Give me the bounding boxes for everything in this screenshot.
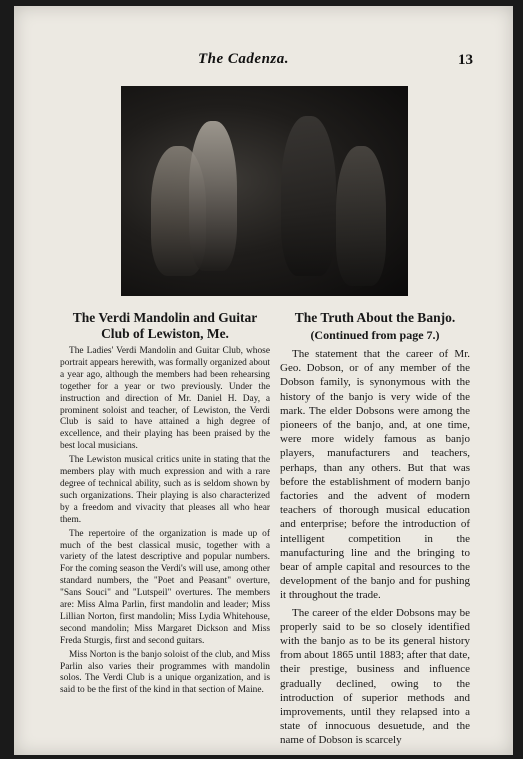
photo-figure xyxy=(336,146,386,286)
paragraph: The career of the elder Dobsons may be properly said to be so closely identified with the banjo as to be its general history from about 1865 until 1883; after that date, their prestige, business and influence gradually declined, owing to the introduction of superior methods and improvements, until they relapsed into a state of innocuous desuetude, and the name of Dobson is scarcely xyxy=(280,606,471,747)
paragraph: Miss Norton is the banjo soloist of the club, and Miss Parlin also varies their programmes with mandolin solos. The Verdi Club is a unique organization, and is said to be the first of the kind in that section of Maine. xyxy=(60,649,270,696)
right-article xyxy=(280,310,470,751)
right-article-subtitle: (Continued from page 7.) xyxy=(310,328,440,342)
right-article-body xyxy=(280,347,470,748)
club-photograph xyxy=(121,86,408,296)
page-number: 13 xyxy=(458,52,473,68)
left-article-body xyxy=(60,346,270,697)
photo-figure xyxy=(189,121,237,271)
running-header-title: The Cadenza. xyxy=(198,51,290,67)
left-article-title: The Verdi Mandolin and Guitar Club of Lewiston, Me. xyxy=(72,310,258,341)
paragraph: The statement that the career of Mr. Geo. Dobson, or of any member of the Dobson family, is synonymous with the history of the banjo is very wide of the mark. The elder Dobsons were among the pioneers of the banjo, and, at one time, were more widely famous as banjo players, manufacturers and teachers, perhaps, than any others. But that was before the establishment of modern banjo factories and the advent of modern teachers of thorough musical education and enterprise; before the introduction of intelligent competition in the manufacturing line and the bringing to bear of ample capital and resources to the development of the banjo and for pushing it throughout the trade. xyxy=(280,348,470,602)
paragraph: The Lewiston musical critics unite in stating that the members play with much expression and with a rare degree of technical ability, such as is seldom shown by such organizations. Their playing is also characterized by a freedom and vivacity that pleases all who hear them. xyxy=(60,455,270,525)
paragraph: The Ladies' Verdi Mandolin and Guitar Club, whose portrait appears herewith, was formally organized about a year ago, although the members had been rehearsing together for a year or two previously. Under the instruction and direction of Mr. Daniel H. Day, a prominent soloist and teacher, of Lewiston, the Verdi Club is said to have attained a high degree of excellence, and their playing has been praised by the best local musicians. xyxy=(60,346,270,452)
paragraph: The repertoire of the organization is made up of much of the best classical music, together with a variety of the latest descriptive and popular numbers. For the coming season the Verdi's will use, among other standard numbers, the "Poet and Peasant" overture, "Sans Souci" and "Lutspeil" overtures. The members are: Miss Alma Parlin, first mandolin and leader; Miss Lillian Norton, first mandolin; Miss Lydia Whitehouse, second mandolin; Miss Margaret Dickson and Miss Freda Sturgis, first and second guitars. xyxy=(60,528,270,646)
right-article-title: The Truth About the Banjo. xyxy=(294,310,456,325)
left-article xyxy=(60,310,270,699)
photo-figure xyxy=(281,116,336,276)
